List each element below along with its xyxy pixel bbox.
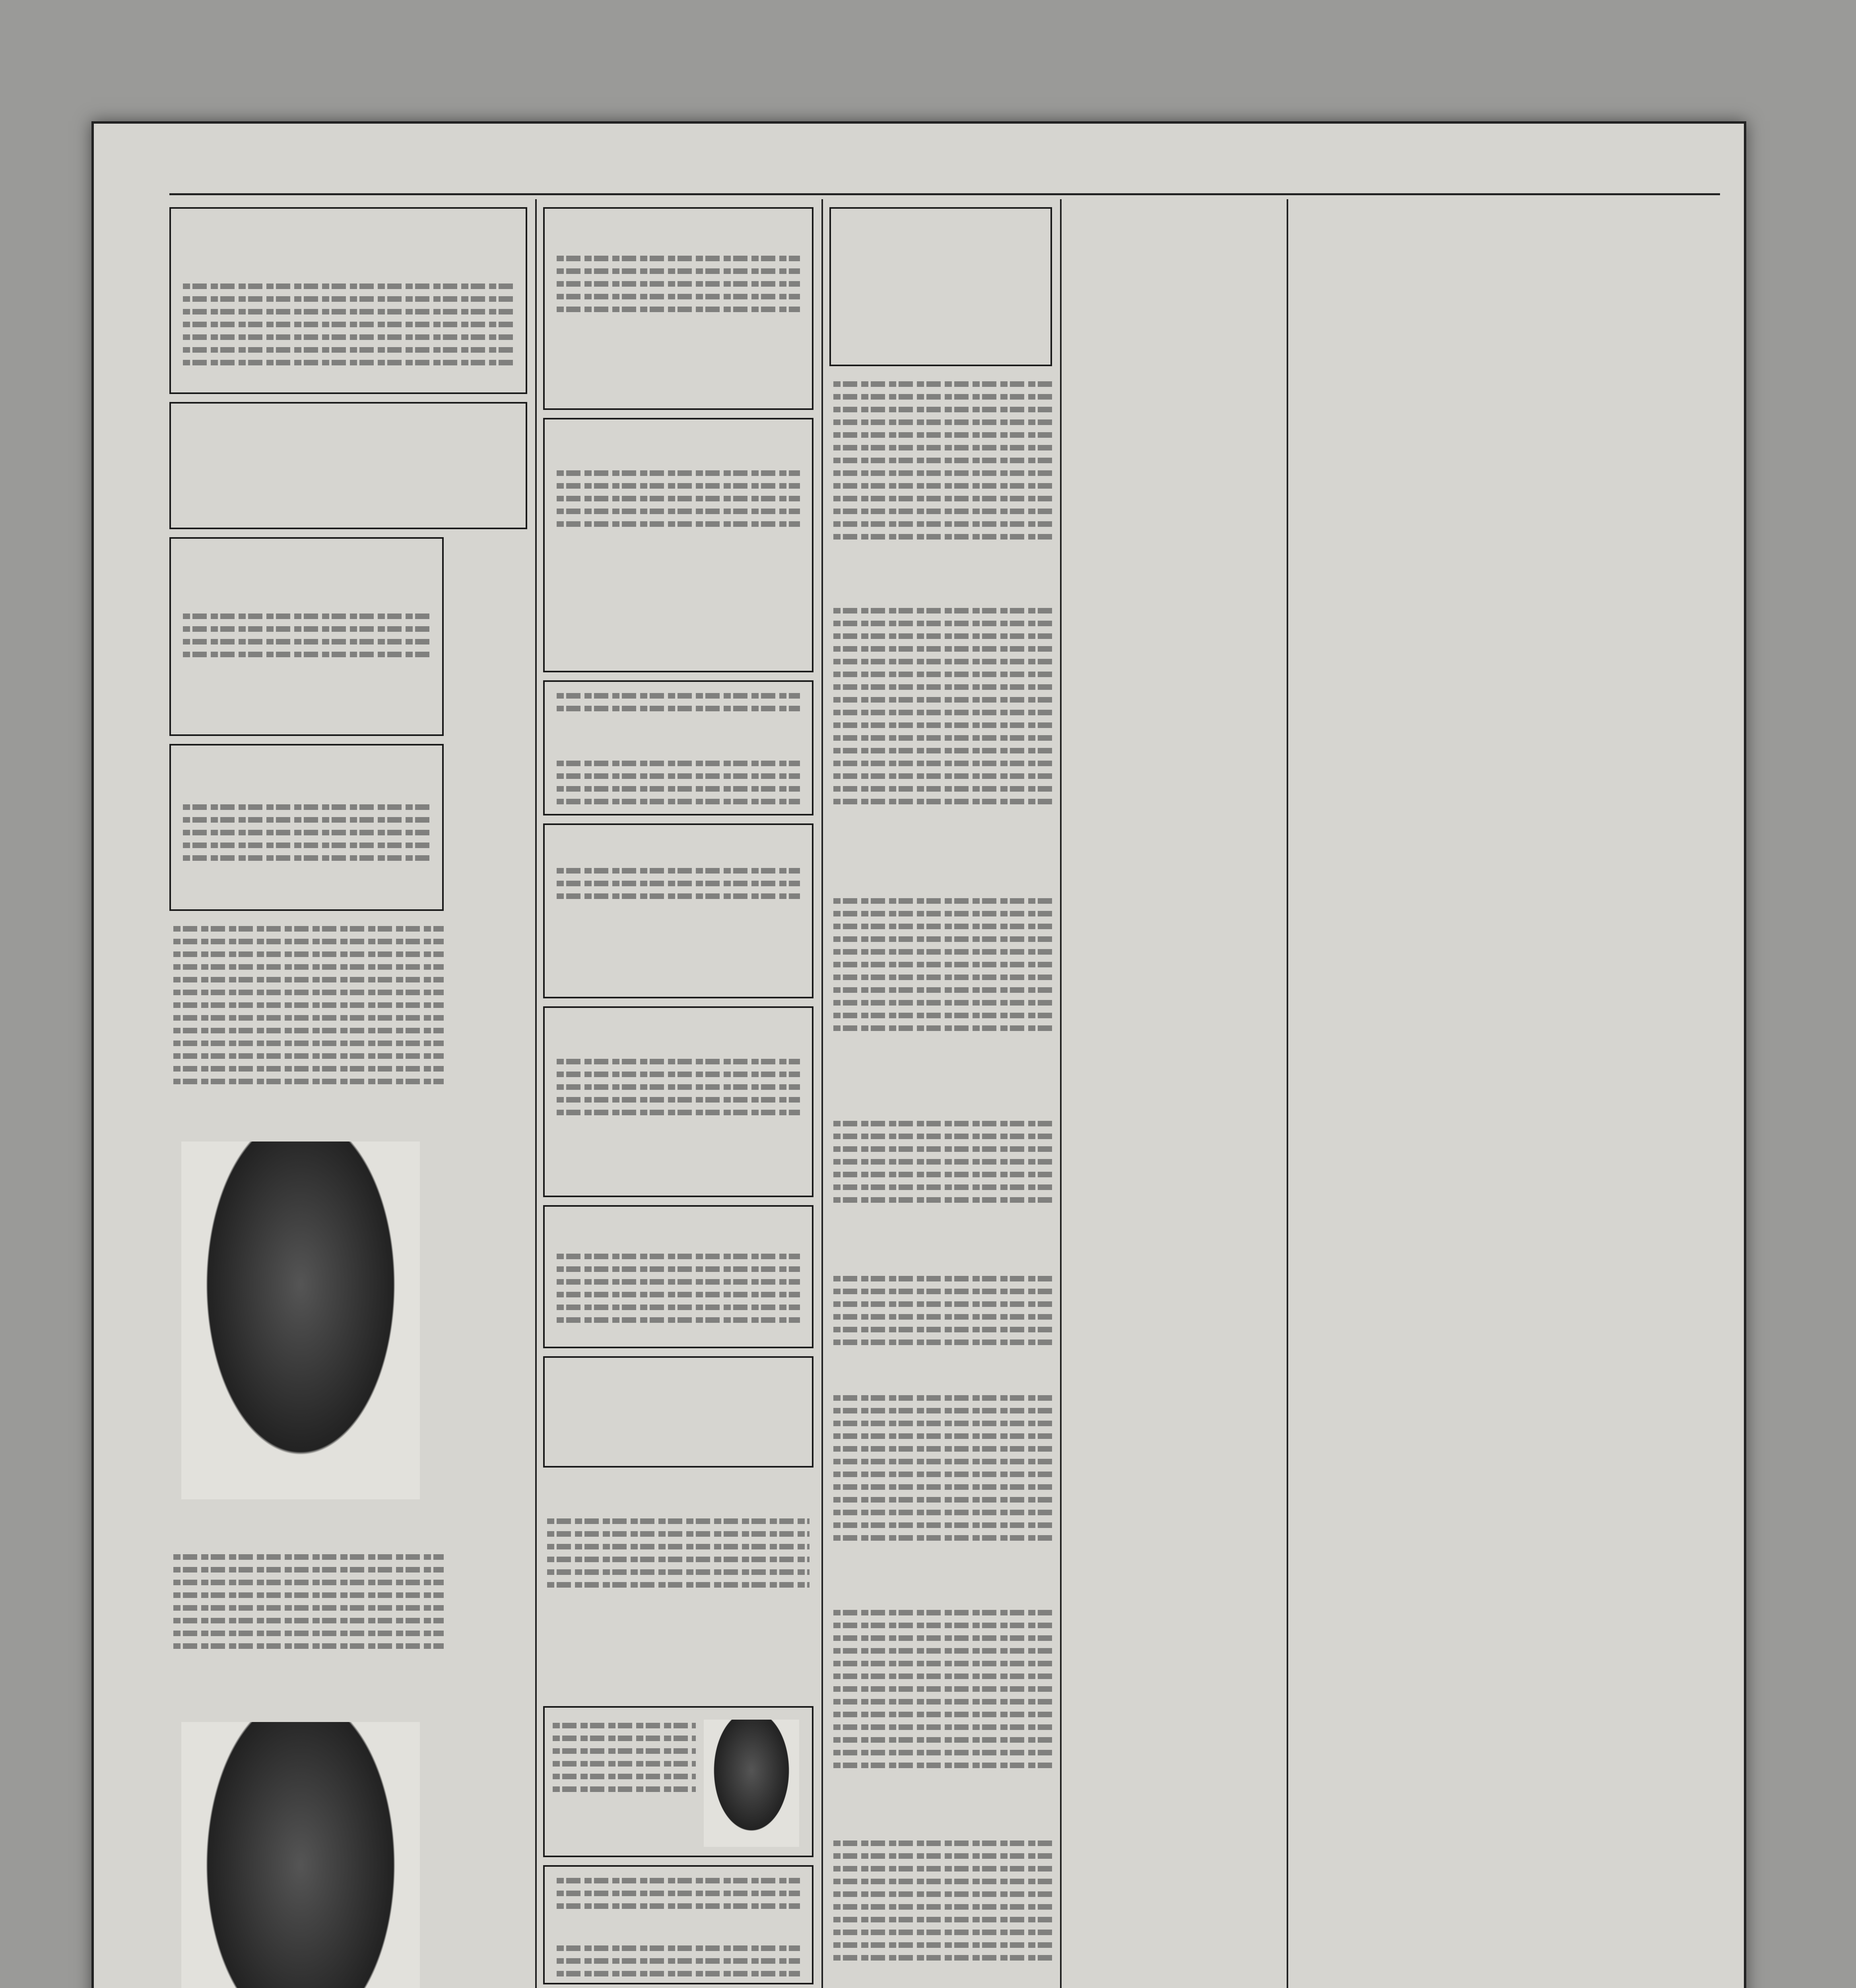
ad-now-is-the-time — [543, 1205, 813, 1348]
ad-dentist-beaton — [543, 207, 813, 410]
ad-translation-bureau — [543, 1865, 813, 1984]
ad-hardware — [169, 537, 444, 736]
text-block — [173, 919, 444, 1126]
column-divider — [821, 199, 823, 1988]
ad-wine-liquor — [169, 207, 527, 394]
column-divider — [535, 199, 537, 1988]
ad-subscription — [543, 1475, 813, 1698]
column-divider — [1287, 199, 1288, 1988]
cantor-photo — [704, 1720, 799, 1847]
ad-dining-room — [169, 402, 527, 529]
newspaper-page — [91, 121, 1746, 1988]
ad-diana-sweets — [169, 744, 444, 911]
portrait-photo — [181, 1142, 420, 1499]
ad-cantor-sokolov — [543, 1706, 813, 1857]
column-divider — [1060, 199, 1062, 1988]
ad-large-store — [543, 823, 813, 998]
classified-header — [829, 207, 1052, 366]
portrait-photo — [181, 1722, 420, 1988]
header-rule — [169, 193, 1720, 195]
ad-mcdonald — [543, 680, 813, 815]
ad-dentist-kates — [543, 418, 813, 672]
ad-barber-college — [543, 1006, 813, 1197]
